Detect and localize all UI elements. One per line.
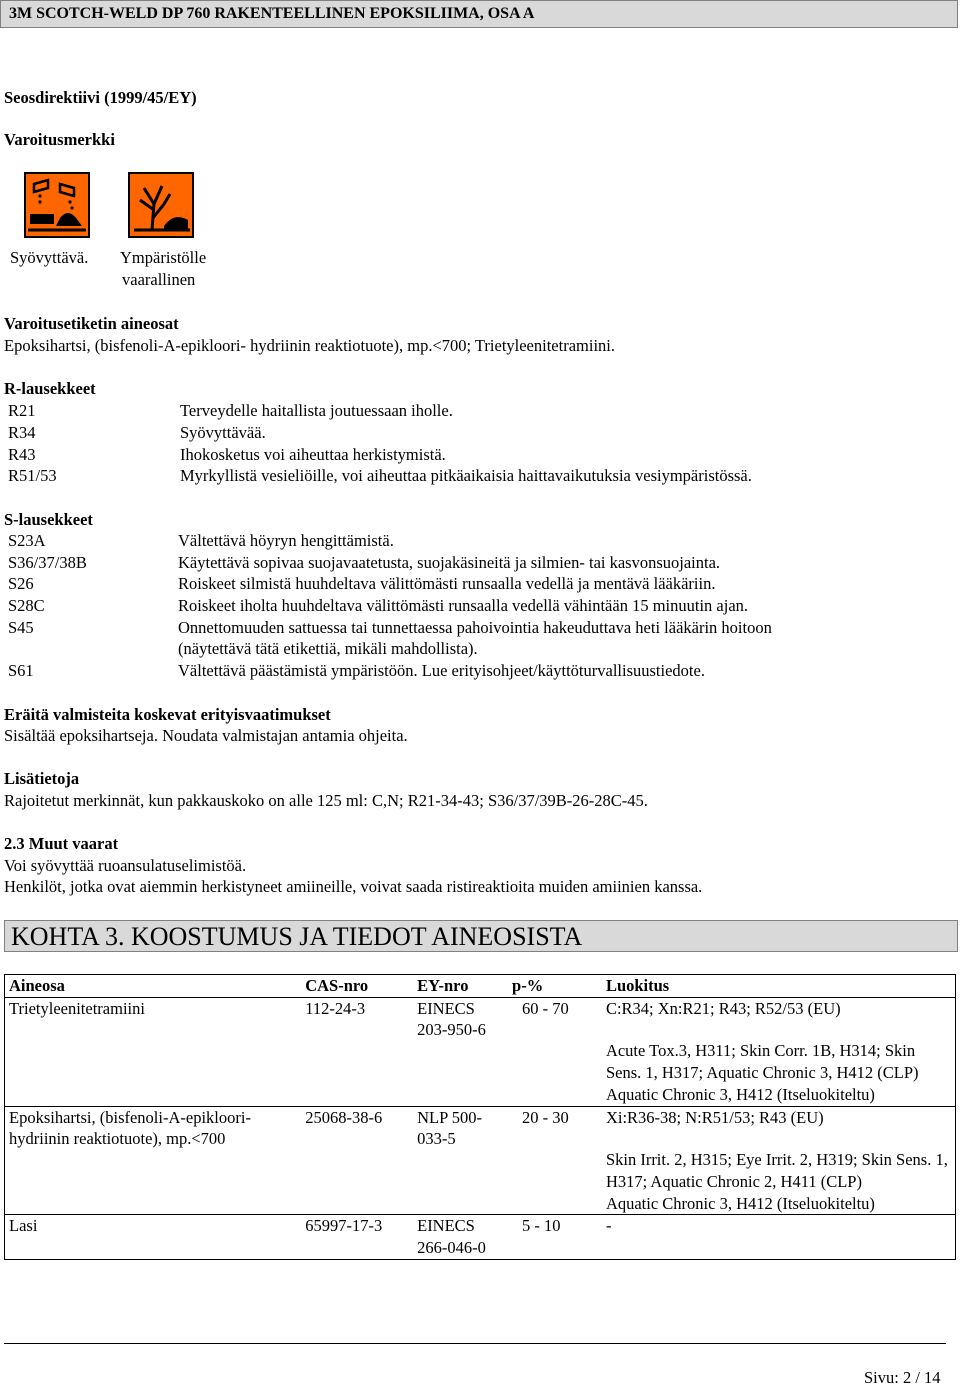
s-phrase-code: S36/37/38B xyxy=(8,553,87,572)
percentage: 60 - 70 xyxy=(508,997,602,1106)
ingredient-name: Trietyleenitetramiini xyxy=(5,997,302,1106)
other-hazards-heading: 2.3 Muut vaarat xyxy=(4,834,119,853)
pictogram-caption-environment-line1: Ympäristölle xyxy=(120,248,207,267)
cas-number: 112-24-3 xyxy=(301,997,413,1106)
ec-number xyxy=(413,1106,508,1215)
s-phrase-text-continued: (näytettävä tätä etikettiä, mikäli mahdollista). xyxy=(178,639,478,658)
r-phrase-code: R51/53 xyxy=(8,466,57,485)
other-hazards-line: Voi syövyttää ruoansulatuselimistöä. xyxy=(4,856,247,875)
section-3-title: KOHTA 3. KOOSTUMUS JA TIEDOT AINEOSISTA xyxy=(11,922,583,951)
cas-number: 25068-38-6 xyxy=(301,1106,413,1215)
s-phrases-heading: S-lausekkeet xyxy=(4,510,93,529)
column-header: CAS-nro xyxy=(301,975,413,998)
r-phrase-code: R21 xyxy=(8,401,36,420)
cas-number: 65997-17-3 xyxy=(301,1215,413,1259)
ec-number xyxy=(413,1215,508,1259)
s-phrase-text: Roiskeet iholta huuhdeltava välittömästi runsaalla vedellä vähintään 15 minuutin ajan. xyxy=(178,596,749,615)
section-3-header xyxy=(4,920,958,952)
table-header-row xyxy=(5,975,956,998)
r-phrases-heading: R-lausekkeet xyxy=(4,379,96,398)
classification-self: Aquatic Chronic 3, H412 (Itseluokiteltu) xyxy=(605,1193,875,1213)
footer-divider xyxy=(4,1343,946,1344)
ec-number-line: 266-046-0 xyxy=(417,1238,486,1258)
classification xyxy=(602,1215,956,1259)
classification-clp: Acute Tox.3, H311; Skin Corr. 1B, H314; Skin Sens. 1, H317; Aquatic Chronic 3, H412 (CLP) xyxy=(605,1041,919,1083)
classification xyxy=(602,1106,956,1215)
percentage: 5 - 10 xyxy=(508,1215,602,1259)
s-phrase-code: S23A xyxy=(8,531,46,550)
classification-clp: Skin Irrit. 2, H315; Eye Irrit. 2, H319; Skin Sens. 1, H317; Aquatic Chronic 2, H411 (CLP) xyxy=(605,1150,948,1191)
special-requirements-text: Sisältää epoksihartseja. Noudata valmistajan antamia ohjeita. xyxy=(4,726,408,745)
r-phrase-text: Myrkyllistä vesieliöille, voi aiheuttaa pitkäaikaisia haittavaikutuksia vesiympäristössä. xyxy=(180,466,752,485)
additional-info-text: Rajoitetut merkinnät, kun pakkauskoko on alle 125 ml: C,N; R21-34-43; S36/37/39B-26-28C-45. xyxy=(4,791,648,810)
s-phrase-text: Käytettävä sopivaa suojavaatetusta, suojakäsineitä ja silmien- tai kasvonsuojainta. xyxy=(178,553,721,572)
s-phrase-text: Roiskeet silmistä huuhdeltava välittömästi runsaalla vedellä ja mentävä lääkäriin. xyxy=(178,574,716,593)
page-number: Sivu: 2 / 14 xyxy=(864,1368,941,1387)
s-phrase-code: S45 xyxy=(8,618,34,637)
s-phrase-code: S26 xyxy=(8,574,34,593)
s-phrase-text: Vältettävä päästämistä ympäristöön. Lue erityisohjeet/käyttöturvallisuustiedote. xyxy=(178,661,705,680)
ec-number-line: EINECS xyxy=(417,998,475,1018)
percentage: 20 - 30 xyxy=(508,1106,602,1215)
column-header: p-% xyxy=(508,975,602,998)
additional-info-heading: Lisätietoja xyxy=(4,769,80,788)
document-title: 3M SCOTCH-WELD DP 760 RAKENTEELLINEN EPOKSILIIMA, OSA A xyxy=(9,5,535,22)
classification-eu: C:R34; Xn:R21; R43; R52/53 (EU) xyxy=(605,998,841,1018)
table-row xyxy=(5,997,956,1106)
s-phrase-code: S28C xyxy=(8,596,45,615)
r-phrase-code: R43 xyxy=(8,445,36,464)
ingredient-name: Lasi xyxy=(5,1215,302,1259)
r-phrase-code: R34 xyxy=(8,423,36,442)
s-phrase-text: Vältettävä höyryn hengittämistä. xyxy=(178,531,394,550)
ingredient-name: Epoksihartsi, (bisfenoli-A-epikloori-hydriinin reaktiotuote), mp.<700 xyxy=(5,1106,302,1215)
directive-heading: Seosdirektiivi (1999/45/EY) xyxy=(4,88,197,107)
r-phrase-text: Syövyttävää. xyxy=(180,423,266,442)
label-components-heading: Varoitusetiketin aineosat xyxy=(4,314,179,333)
corrosive-icon xyxy=(24,172,90,238)
pictogram-caption-environment-line2: vaarallinen xyxy=(122,270,196,289)
warning-label-heading: Varoitusmerkki xyxy=(4,130,115,149)
label-components-text: Epoksihartsi, (bisfenoli-A-epikloori- hydriinin reaktiotuote), mp.<700; Trietyleenitetramiini. xyxy=(4,336,615,355)
ec-number xyxy=(413,997,508,1106)
pictogram-caption-corrosive: Syövyttävä. xyxy=(10,248,89,267)
environment-hazard-icon xyxy=(128,172,194,238)
classification-eu: - xyxy=(605,1216,612,1236)
r-phrase-text: Terveydelle haitallista joutuessaan iholle. xyxy=(180,401,453,420)
table-row xyxy=(5,1215,956,1259)
s-phrase-code: S61 xyxy=(8,661,34,680)
document-header xyxy=(0,0,958,28)
column-header: EY-nro xyxy=(413,975,508,998)
composition-table xyxy=(4,974,956,1260)
column-header: Luokitus xyxy=(602,975,956,998)
ec-number-line: 033-5 xyxy=(417,1129,456,1149)
other-hazards-line: Henkilöt, jotka ovat aiemmin herkistyneet amiineille, voivat saada ristireaktioita muiden amiinien kanssa. xyxy=(4,877,703,896)
ec-number-line: 203-950-6 xyxy=(417,1020,486,1040)
classification-eu: Xi:R36-38; N:R51/53; R43 (EU) xyxy=(605,1107,824,1127)
ec-number-line: NLP 500- xyxy=(417,1107,483,1127)
s-phrase-text: Onnettomuuden sattuessa tai tunnettaessa pahoivointia hakeuduttava heti lääkärin hoitoon xyxy=(178,618,772,637)
table-row xyxy=(5,1106,956,1215)
classification-self: Aquatic Chronic 3, H412 (Itseluokiteltu) xyxy=(605,1084,875,1104)
column-header: Aineosa xyxy=(5,975,302,998)
special-requirements-heading: Eräitä valmisteita koskevat erityisvaatimukset xyxy=(4,705,331,724)
ec-number-line: EINECS xyxy=(417,1216,475,1236)
classification xyxy=(602,997,956,1106)
r-phrase-text: Ihokosketus voi aiheuttaa herkistymistä. xyxy=(180,445,446,464)
